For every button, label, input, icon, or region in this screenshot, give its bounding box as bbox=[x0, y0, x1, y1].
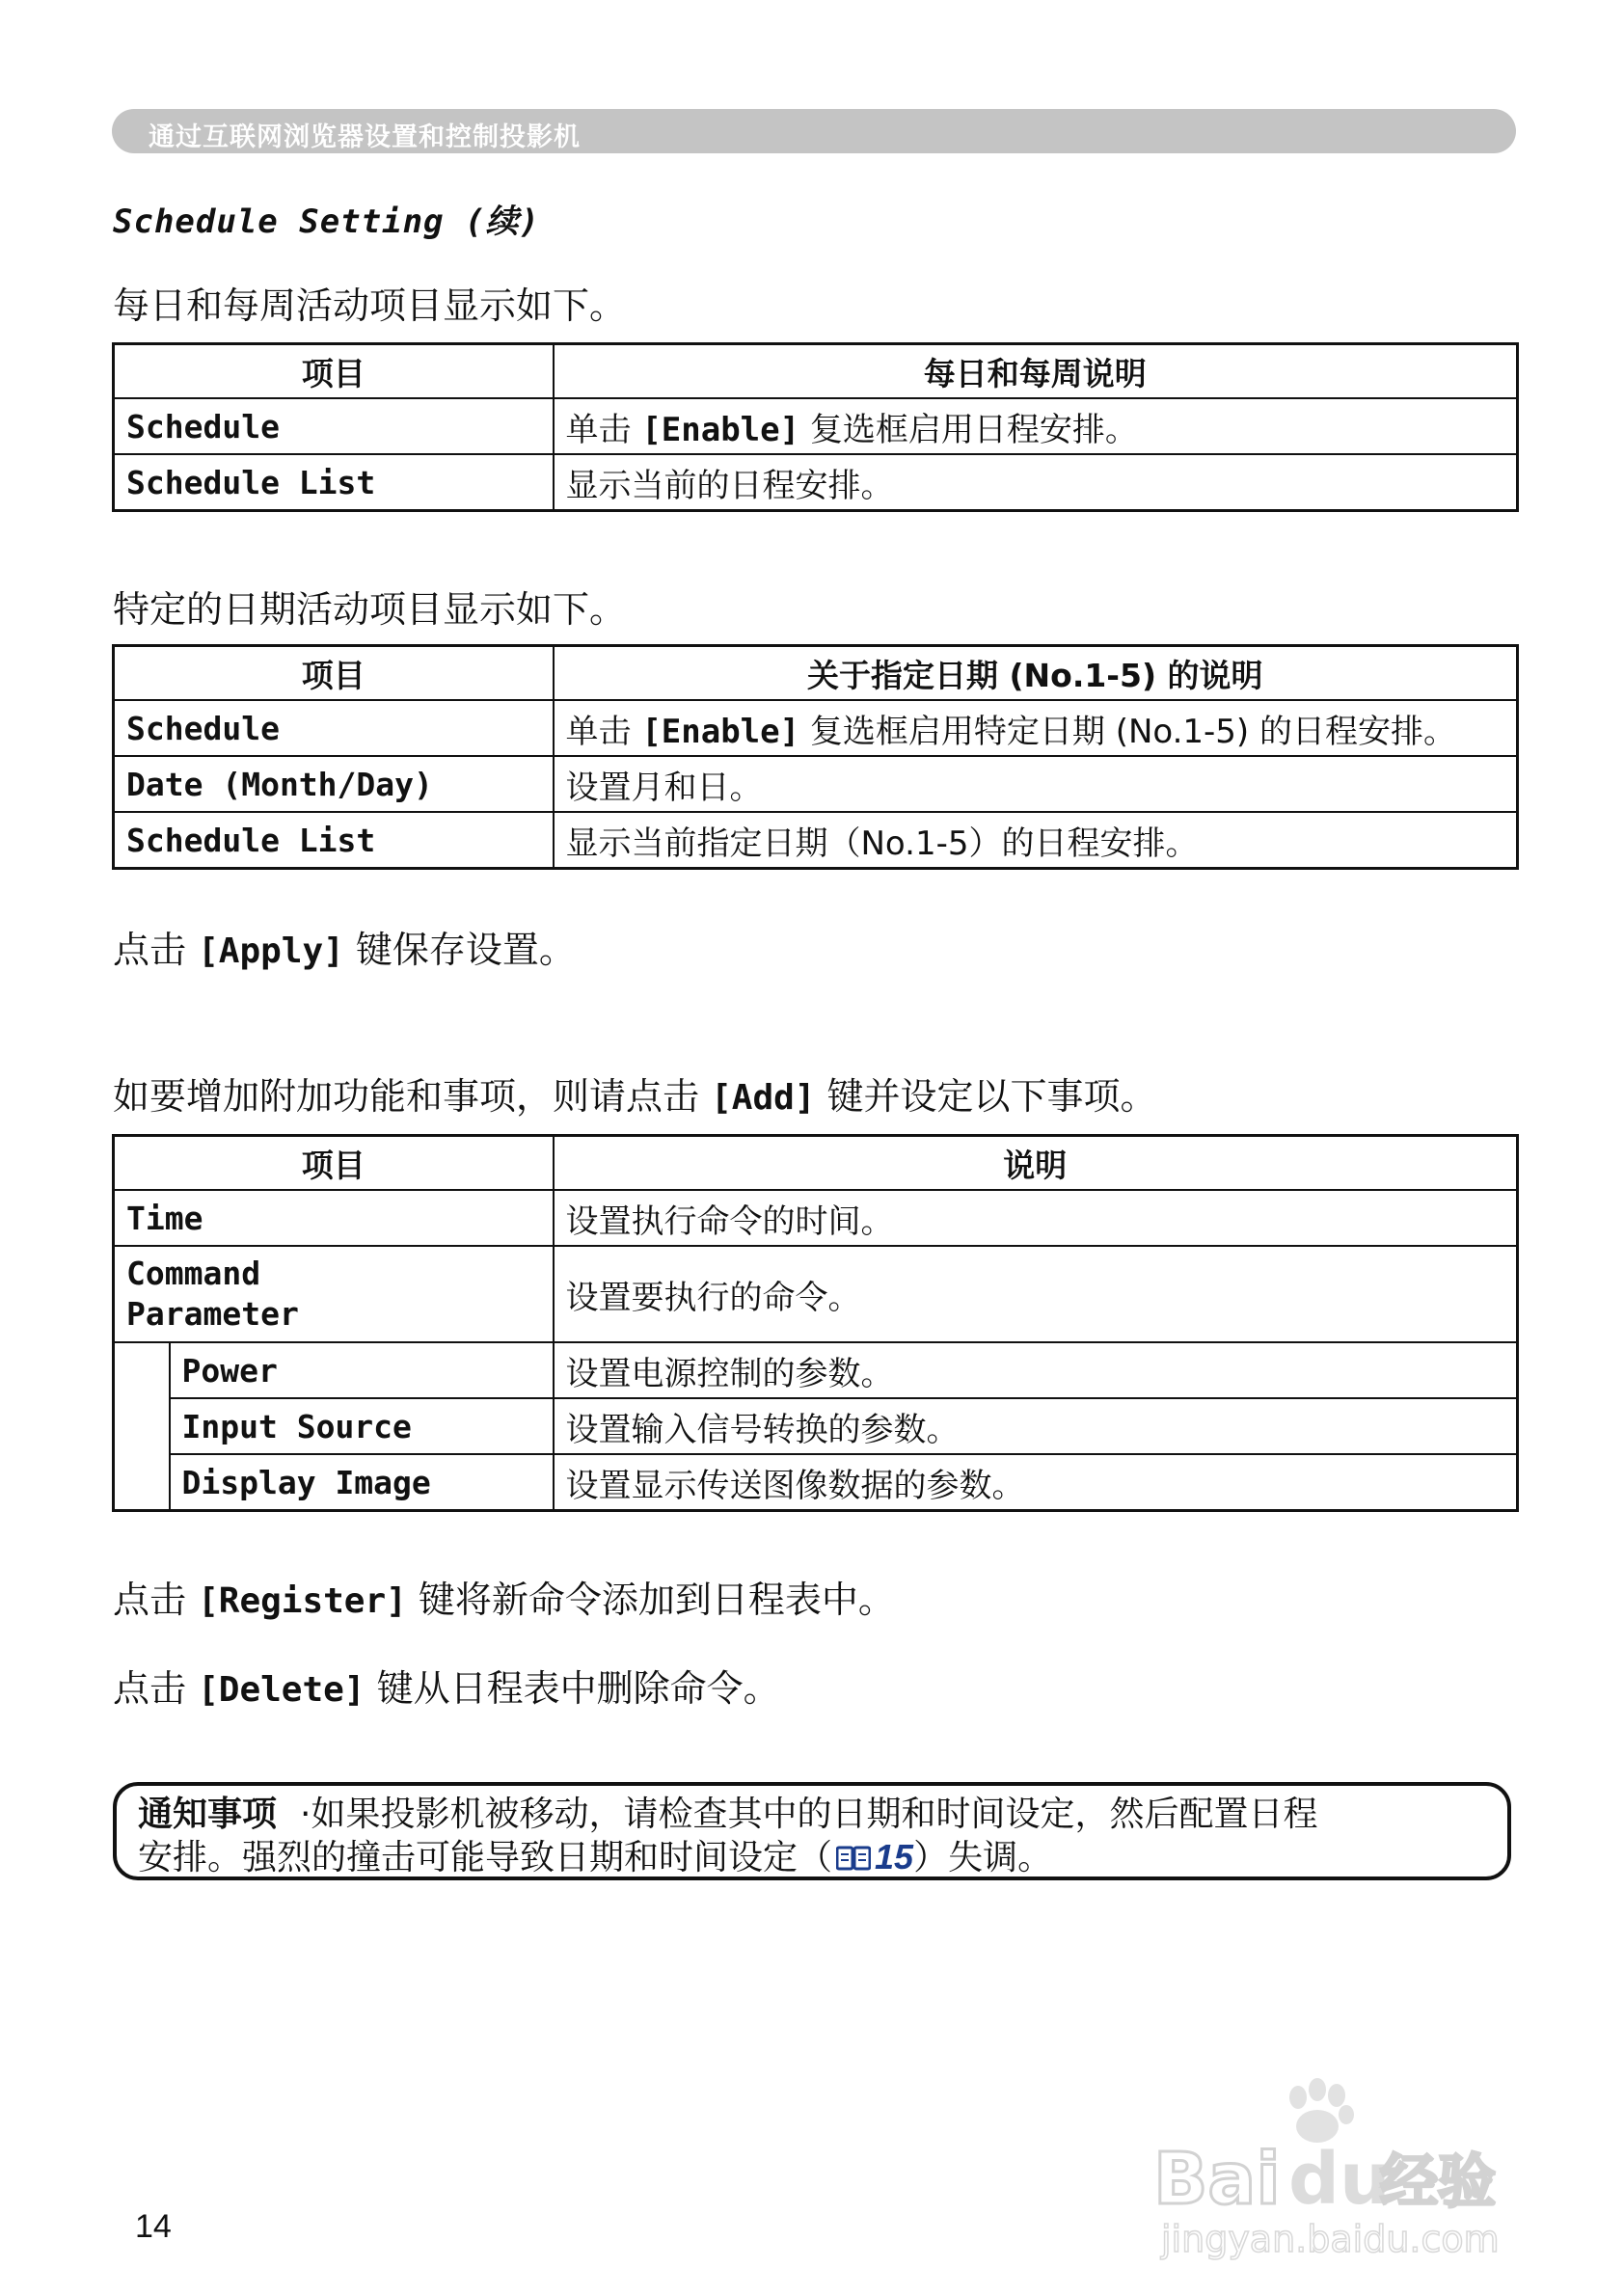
chapter-header-bar bbox=[112, 109, 1516, 153]
table-header-row bbox=[114, 1136, 1518, 1191]
table-row bbox=[114, 398, 1518, 454]
watermark-brand: Bai bbox=[1153, 2138, 1281, 2221]
column-header-item: 项目 bbox=[114, 344, 554, 399]
item-cell: Schedule List bbox=[114, 454, 554, 511]
add-key-label: [Add] bbox=[711, 1078, 816, 1118]
table-row bbox=[114, 1190, 1518, 1246]
column-header-item: 项目 bbox=[114, 646, 554, 701]
apply-key-label: [Apply] bbox=[198, 932, 344, 971]
intro-specific: 特定的日期活动项目显示如下。 bbox=[113, 588, 627, 631]
item-cell: Date (Month/Day) bbox=[114, 756, 554, 812]
desc-cell: 设置要执行的命令。 bbox=[554, 1246, 1518, 1342]
register-instruction: 点击 [Register] 键将新命令添加到日程表中。 bbox=[113, 1579, 895, 1621]
watermark-brand-2: du bbox=[1288, 2138, 1391, 2221]
add-instruction: 如要增加附加功能和事项，则请点击 [Add] 键并设定以下事项。 bbox=[113, 1075, 1157, 1118]
desc-cell: 设置输入信号转换的参数。 bbox=[554, 1398, 1518, 1454]
table-header-row bbox=[114, 344, 1518, 399]
item-cell: Input Source bbox=[170, 1398, 554, 1454]
delete-instruction: 点击 [Delete] 键从日程表中删除命令。 bbox=[113, 1667, 780, 1710]
item-cell: Schedule List bbox=[114, 812, 554, 869]
desc-cell: 设置电源控制的参数。 bbox=[554, 1342, 1518, 1398]
key-label: [Enable] bbox=[641, 712, 800, 751]
table-row bbox=[114, 1246, 1518, 1342]
table-header-row bbox=[114, 646, 1518, 701]
desc-cell: 单击 [Enable] 复选框启用日程安排。 bbox=[554, 398, 1518, 454]
notice-line-1: 通知事项 ·如果投影机被移动，请检查其中的日期和时间设定，然后配置日程 bbox=[138, 1795, 1318, 1834]
desc-cell: 单击 [Enable] 复选框启用特定日期 (No.1-5) 的日程安排。 bbox=[554, 700, 1518, 756]
item-cell: Display Image bbox=[170, 1454, 554, 1511]
intro-daily: 每日和每周活动项目显示如下。 bbox=[113, 284, 627, 327]
desc-cell: 设置显示传送图像数据的参数。 bbox=[554, 1454, 1518, 1511]
key-label: [Enable] bbox=[641, 410, 800, 449]
column-header-desc: 关于指定日期 (No.1-5) 的说明 bbox=[554, 646, 1518, 701]
apply-instruction: 点击 [Apply] 键保存设置。 bbox=[113, 929, 576, 971]
register-key-label: [Register] bbox=[198, 1581, 407, 1621]
table-row bbox=[114, 1454, 1518, 1511]
baidu-jingyan-watermark bbox=[1153, 2078, 1539, 2261]
item-cell: Schedule bbox=[114, 700, 554, 756]
item-cell: Power bbox=[170, 1342, 554, 1398]
section-title: Schedule Setting (续) bbox=[113, 202, 540, 241]
notice-box bbox=[113, 1782, 1511, 1880]
page-number: 14 bbox=[135, 2208, 172, 2245]
book-icon bbox=[836, 1845, 871, 1872]
page-reference-link[interactable]: 15 bbox=[875, 1837, 914, 1876]
desc-cell: 显示当前指定日期（No.1-5）的日程安排。 bbox=[554, 812, 1518, 869]
notice-line-2: 安排。强烈的撞击可能导致日期和时间设定（ 15）失调。 bbox=[138, 1837, 1053, 1877]
chapter-header-title: 通过互联网浏览器设置和控制投影机 bbox=[149, 122, 581, 152]
watermark-cn: 经验 bbox=[1380, 2148, 1496, 2216]
indent-spacer bbox=[114, 1398, 170, 1454]
desc-cell: 设置执行命令的时间。 bbox=[554, 1190, 1518, 1246]
indent-spacer bbox=[114, 1454, 170, 1511]
column-header-desc: 说明 bbox=[554, 1136, 1518, 1191]
add-command-table bbox=[112, 1134, 1519, 1512]
desc-cell: 设置月和日。 bbox=[554, 756, 1518, 812]
item-cell: Schedule bbox=[114, 398, 554, 454]
table-row bbox=[114, 700, 1518, 756]
item-cell: Time bbox=[114, 1190, 554, 1246]
table-row bbox=[114, 454, 1518, 511]
table-row bbox=[114, 812, 1518, 869]
column-header-item: 项目 bbox=[114, 1136, 554, 1191]
column-header-desc: 每日和每周说明 bbox=[554, 344, 1518, 399]
notice-label: 通知事项 bbox=[138, 1795, 278, 1834]
specific-date-table bbox=[112, 644, 1519, 870]
delete-key-label: [Delete] bbox=[198, 1670, 365, 1710]
table-row bbox=[114, 1342, 1518, 1398]
watermark-url: jingyan.baidu.com bbox=[1161, 2218, 1500, 2260]
desc-cell: 显示当前的日程安排。 bbox=[554, 454, 1518, 511]
table-row bbox=[114, 756, 1518, 812]
daily-table bbox=[112, 342, 1519, 512]
indent-spacer bbox=[114, 1342, 170, 1398]
item-cell: Command Parameter bbox=[114, 1246, 554, 1342]
table-row bbox=[114, 1398, 1518, 1454]
